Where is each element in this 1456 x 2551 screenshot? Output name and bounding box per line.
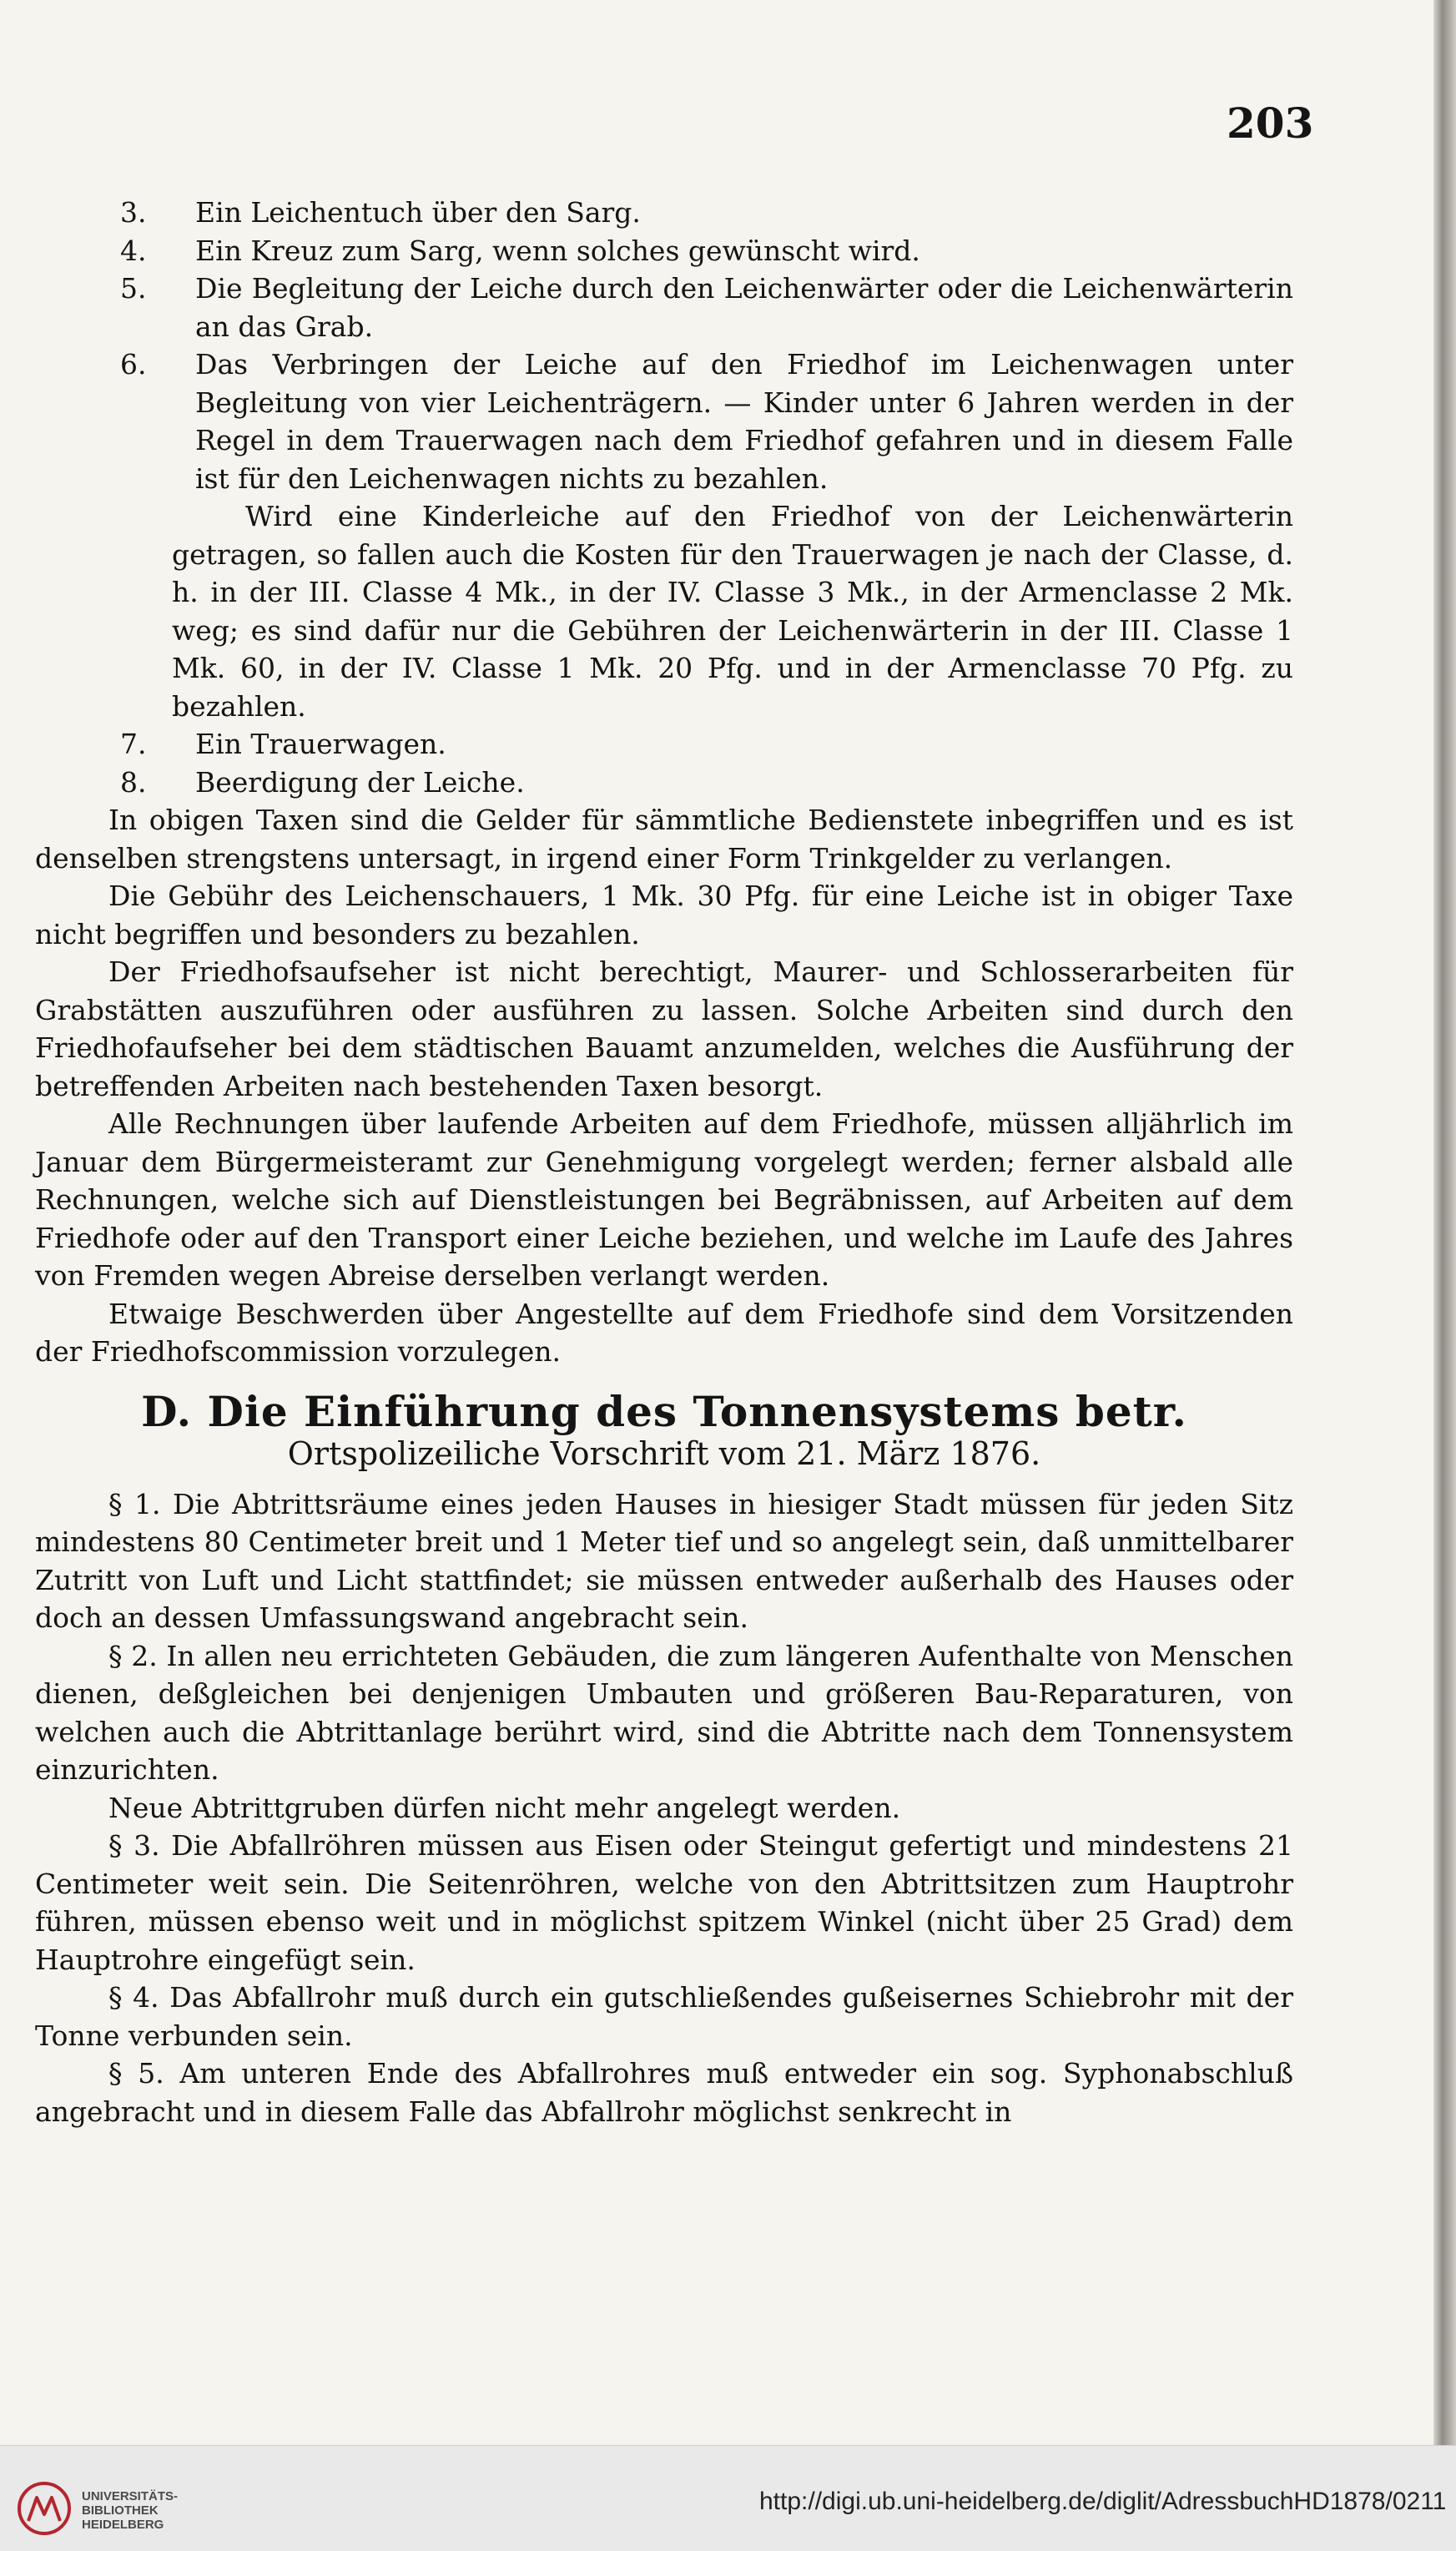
paragraph: § 1. Die Abtrittsräume eines jeden Hauses in hiesiger Stadt müssen für jeden Sitz mindestens 80 Centimeter breit und 1 Meter tief und so angelegt sein, daß unmittelbarer Zutritt von Luft und Licht stattfindet; sie müssen entweder außerhalb des Hauses oder doch an dessen Umfassungswand angebracht sein. [35,1487,1293,1634]
list-item-number: 6. [120,348,147,381]
logo-line: HEIDELBERG [82,2518,164,2532]
page-edge-shadow [1433,0,1456,2445]
list-item [35,764,1293,802]
paragraph: Die Gebühr des Leichenschauers, 1 Mk. 30 Pfg. für eine Leiche ist in obiger Taxe nicht begriffen und besonders zu bezahlen. [35,880,1293,950]
logo-line: UNIVERSITÄTS- [82,2489,179,2503]
list-item [35,345,1293,497]
paragraph: § 4. Das Abfallrohr muß durch ein gutschließendes gußeisernes Schiebrohr mit der Tonne verbunden sein. [35,1981,1293,2052]
source-url-link[interactable]: http://digi.ub.uni-heidelberg.de/diglit/AdressbuchHD1878/0211 [759,2488,1447,2515]
page-text [35,194,1293,2130]
list-item [35,232,1293,270]
list-item [35,725,1293,764]
paragraph: Etwaige Beschwerden über Angestellte auf dem Friedhofe sind dem Vorsitzenden der Friedhofscommission vorzulegen. [35,1297,1293,1368]
paragraph: § 2. In allen neu errichteten Gebäuden, die zum längeren Aufenthalte von Menschen dienen, deßgleichen bei denjenigen Umbauten und größeren Bau-Reparaturen, von welchen auch die Abtrittanlage berührt wird, sind die Abtritte nach dem Tonnensystem einzurichten. [35,1639,1293,1786]
page-number: 203 [1227,98,1314,148]
list-item-number: 4. [120,234,147,267]
paragraph: Alle Rechnungen über laufende Arbeiten auf dem Friedhofe, müssen alljährlich im Januar dem Bürgermeisteramt zur Genehmigung vorgelegt werden; ferner alsbald alle Rechnungen, welche sich auf Dienstleistungen bei Begräbnissen, auf Arbeiten auf dem Friedhofe oder auf den Transport einer Leiche beziehen, und welche im Laufe des Jahres von Fremden wegen Abreise derselben verlangt werden. [35,1107,1293,1292]
list-item-number: 8. [120,765,147,799]
section-subheading: Ortspolizeiliche Vorschrift vom 21. März 1876. [287,1435,1041,1472]
paragraph: § 3. Die Abfallröhren müssen aus Eisen oder Steingut gefertigt und mindestens 21 Centimeter weit sein. Die Seitenröhren, welche von den Abtrittsitzen zum Hauptrohr führen, müssen ebenso weit und in möglichst spitzem Winkel (nicht über 25 Grad) dem Hauptrohre eingefügt sein. [35,1829,1293,1976]
paragraph: § 5. Am unteren Ende des Abfallrohres muß entweder ein sog. Syphonabschluß angebracht und in diesem Falle das Abfallrohr möglichst senkrecht in [35,2057,1293,2128]
list-item-text: Die Begleitung der Leiche durch den Leichenwärter oder die Leichenwärterin an das Grab. [195,272,1293,343]
item-note [35,497,1293,725]
paragraph: Neue Abtrittgruben dürfen nicht mehr angelegt werden. [108,1791,901,1824]
list-item-text: Das Verbringen der Leiche auf den Friedhof im Leichenwagen unter Begleitung von vier Leichenträgern. — Kinder unter 6 Jahren werden in der Regel in dem Trauerwagen nach dem Friedhof gefahren und in diesem Falle ist für den Leichenwagen nichts zu bezahlen. [195,348,1293,495]
paragraph: Der Friedhofsaufseher ist nicht berechtigt, Maurer- und Schlosserarbeiten für Grabstätten auszuführen oder ausführen zu lassen. Solche Arbeiten sind durch den Friedhofaufseher bei dem städtischen Bauamt anzumelden, welches die Ausführung der betreffenden Arbeiten nach bestehenden Taxen besorgt. [35,955,1293,1102]
university-library-logo-icon [17,2481,72,2536]
list-item-text: Beerdigung der Leiche. [195,765,525,799]
list-item-number: 3. [120,196,147,229]
list-item [35,194,1293,232]
footer-bar [0,2445,1456,2551]
library-logo-text [82,2489,178,2532]
section-heading: D. Die Einführung des Tonnensystems betr. [141,1386,1187,1436]
list-item-text: Ein Kreuz zum Sarg, wenn solches gewünscht wird. [195,234,920,267]
list-item-text: Ein Trauerwagen. [195,728,446,760]
paragraph: In obigen Taxen sind die Gelder für sämmtliche Bedienstete inbegriffen und es ist denselben strengstens untersagt, in irgend einer Form Trinkgelder zu verlangen. [35,804,1293,875]
list-item-number: 5. [120,272,147,305]
list-item-number: 7. [120,728,147,760]
list-item-text: Ein Leichentuch über den Sarg. [195,196,641,229]
list-item [35,270,1293,345]
logo-line: BIBLIOTHEK [82,2503,159,2518]
item-note-text: Wird eine Kinderleiche auf den Friedhof von der Leichenwärterin getragen, so fallen auch die Kosten für den Trauerwagen je nach der Classe, d. h. in der III. Classe 4 Mk., in der IV. Classe 3 Mk., in der Armenclasse 2 Mk. weg; es sind dafür nur die Gebühren der Leichenwärterin in der III. Classe 1 Mk. 60, in der IV. Classe 1 Mk. 20 Pfg. und in der Armenclasse 70 Pfg. zu bezahlen. [172,500,1293,723]
